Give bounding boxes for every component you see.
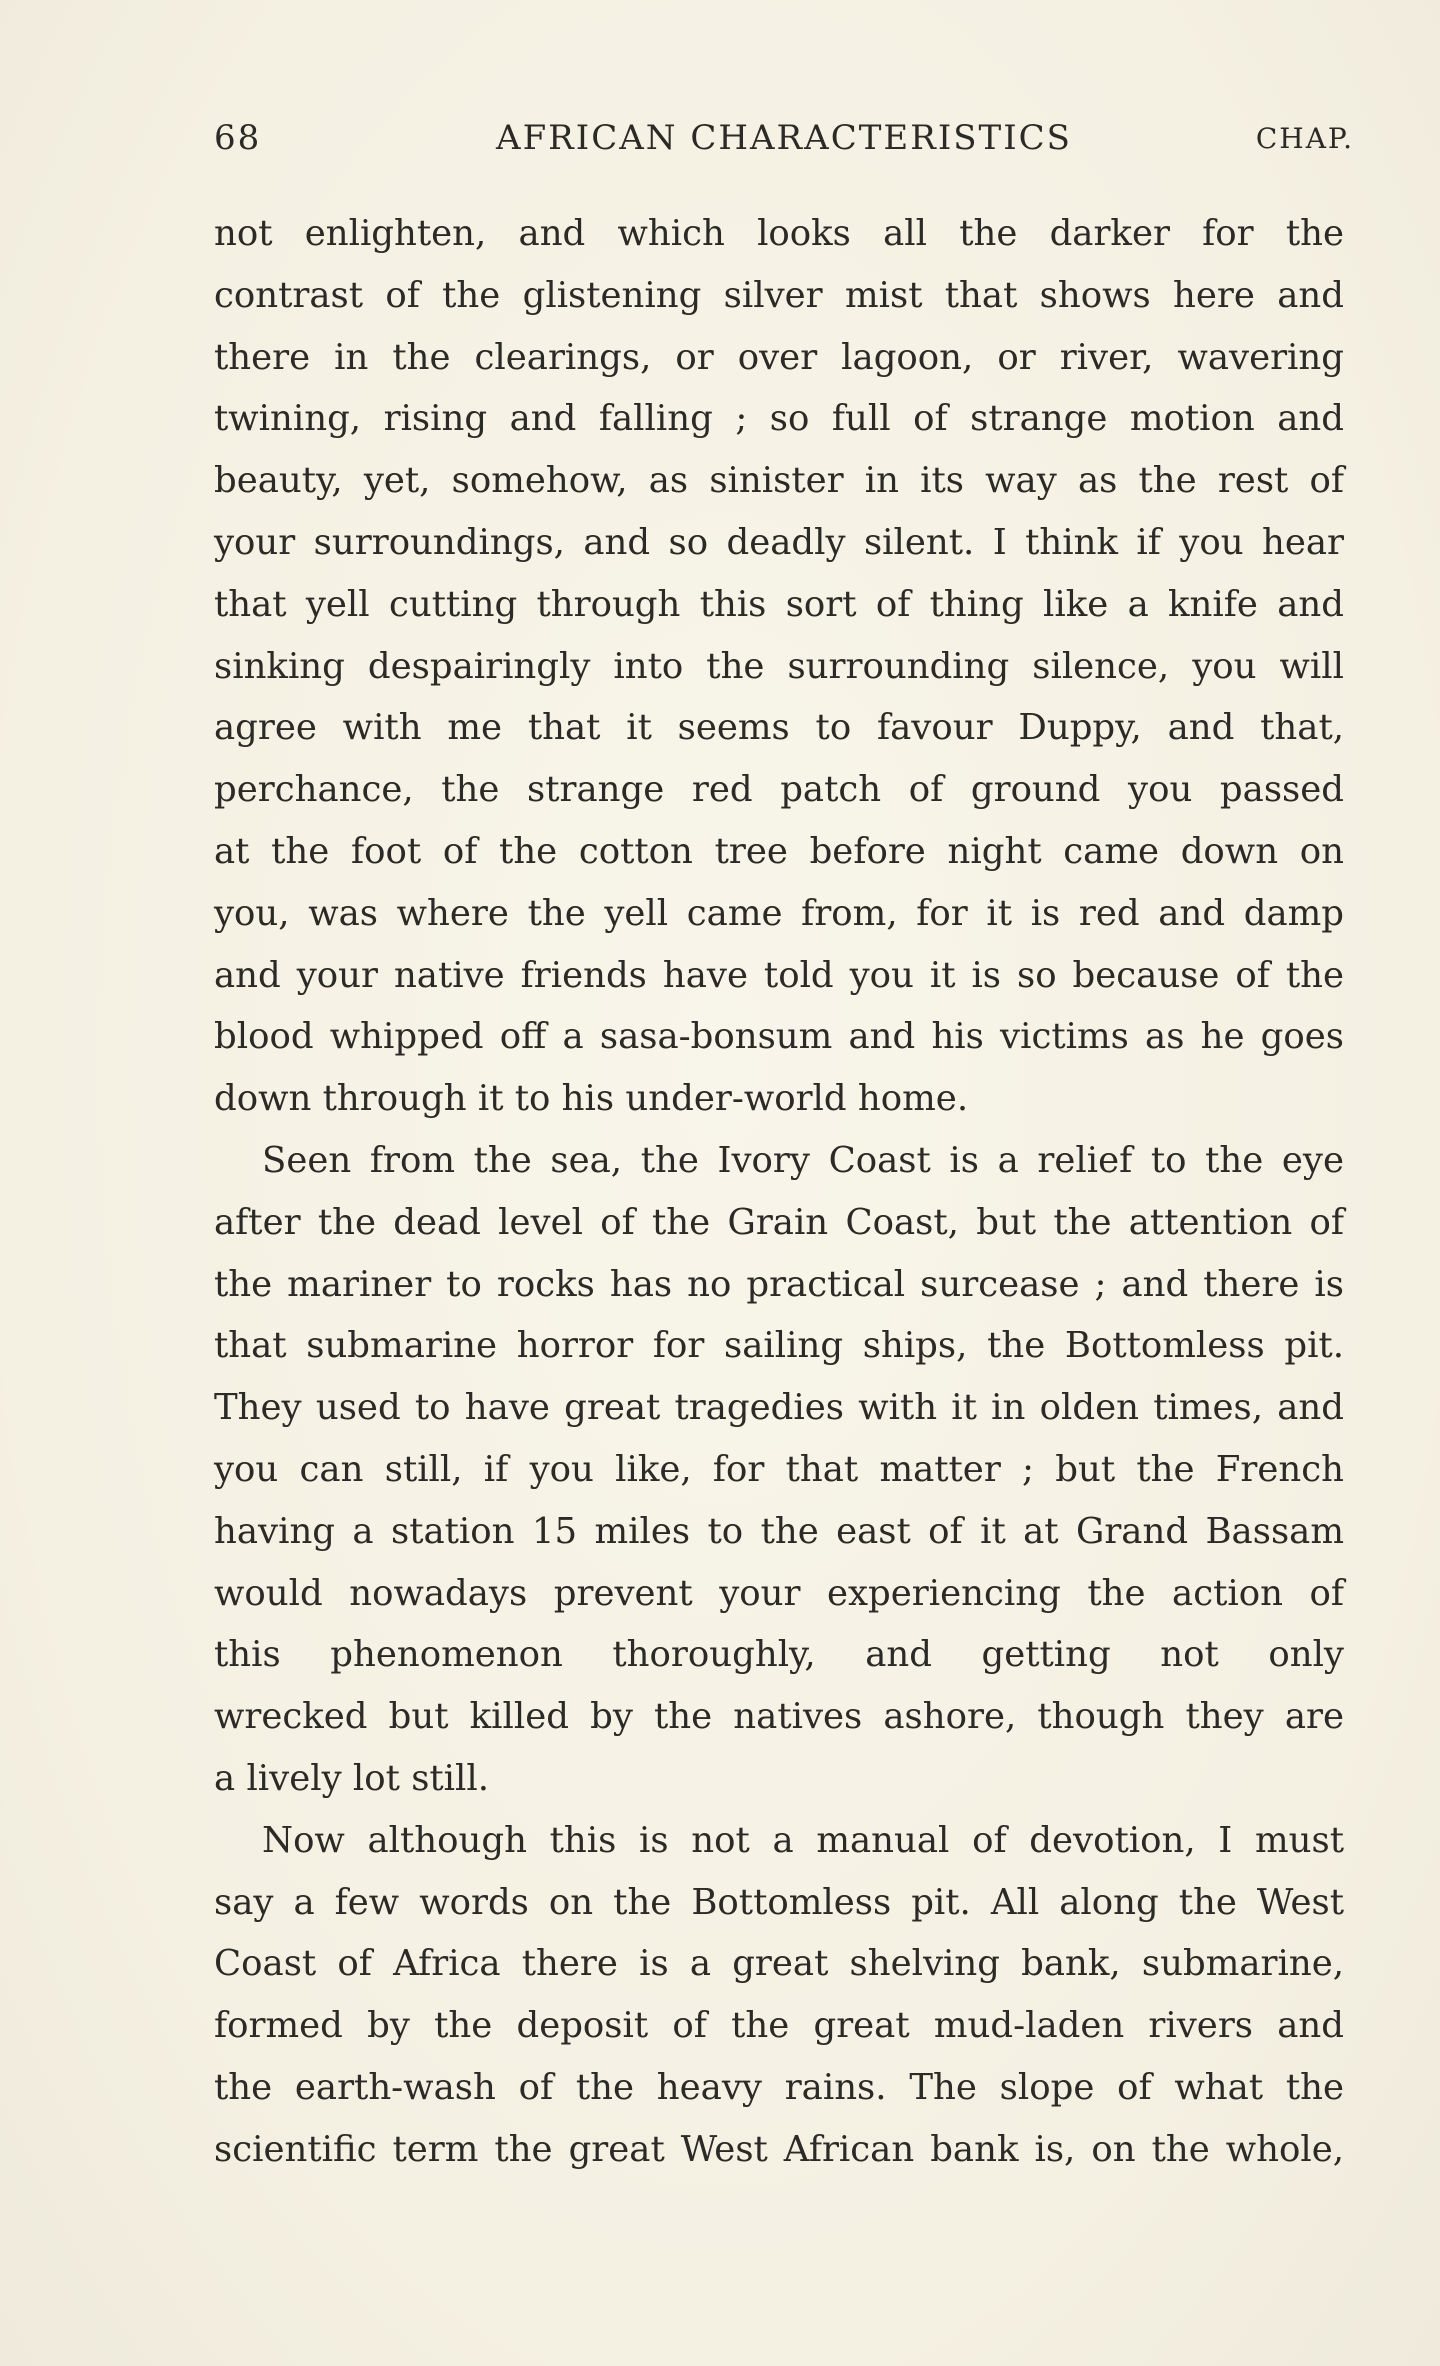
text-line: there in the clearings, or over lagoon, or river, wavering — [214, 336, 1344, 378]
body-text — [214, 203, 1344, 2181]
text-line: would nowadays prevent your experiencing the action of — [214, 1572, 1344, 1614]
text-line: blood whipped off a sasa-bonsum and his victims as he goes — [214, 1016, 1344, 1058]
text-line: Coast of Africa there is a great shelving bank, submarine, — [214, 1943, 1344, 1985]
text-line: this phenomenon thoroughly, and getting not only — [214, 1634, 1344, 1676]
text-line: having a station 15 miles to the east of it at Grand Bassam — [214, 1510, 1344, 1552]
running-title: AFRICAN CHARACTERISTICS — [496, 118, 1072, 158]
page-number: 68 — [214, 118, 262, 158]
text-line: Seen from the sea, the Ivory Coast is a relief to the eye — [262, 1139, 1344, 1181]
text-line: you can still, if you like, for that matter ; but the French — [214, 1448, 1344, 1490]
chapter-marker: CHAP. — [1255, 122, 1354, 155]
text-line: and your native friends have told you it is so because of the — [214, 954, 1344, 996]
text-line: sinking despairingly into the surrounding silence, you will — [214, 645, 1344, 687]
text-line: that submarine horror for sailing ships, the Bottomless pit. — [214, 1325, 1344, 1367]
text-line: scientific term the great West African bank is, on the whole, — [214, 2128, 1344, 2170]
page-header — [214, 118, 1354, 168]
text-line: the mariner to rocks has no practical surcease ; and there is — [214, 1263, 1344, 1305]
text-line: They used to have great tragedies with it in olden times, and — [214, 1387, 1344, 1429]
text-line: agree with me that it seems to favour Duppy, and that, — [214, 707, 1344, 749]
text-line: a lively lot still. — [214, 1757, 490, 1799]
text-line: formed by the deposit of the great mud-laden rivers and — [214, 2005, 1344, 2047]
text-line: Now although this is not a manual of devotion, I must — [262, 1819, 1344, 1861]
text-line: wrecked but killed by the natives ashore, though they are — [214, 1696, 1344, 1738]
text-line: beauty, yet, somehow, as sinister in its way as the rest of — [214, 460, 1344, 502]
text-line: the earth-wash of the heavy rains. The slope of what the — [214, 2066, 1344, 2108]
text-line: after the dead level of the Grain Coast, but the attention of — [214, 1201, 1344, 1243]
text-line: you, was where the yell came from, for it is red and damp — [214, 892, 1344, 934]
text-line: your surroundings, and so deadly silent. I think if you hear — [214, 521, 1344, 563]
text-line: contrast of the glistening silver mist that shows here and — [214, 274, 1344, 316]
text-line: not enlighten, and which looks all the darker for the — [214, 213, 1344, 254]
text-line: at the foot of the cotton tree before night came down on — [214, 830, 1344, 872]
text-line: that yell cutting through this sort of thing like a knife and — [214, 583, 1344, 625]
text-line: perchance, the strange red patch of ground you passed — [214, 769, 1344, 811]
text-line: down through it to his under-world home. — [214, 1078, 969, 1120]
text-line: say a few words on the Bottomless pit. All along the West — [214, 1881, 1344, 1923]
text-line: twining, rising and falling ; so full of strange motion and — [214, 398, 1344, 440]
